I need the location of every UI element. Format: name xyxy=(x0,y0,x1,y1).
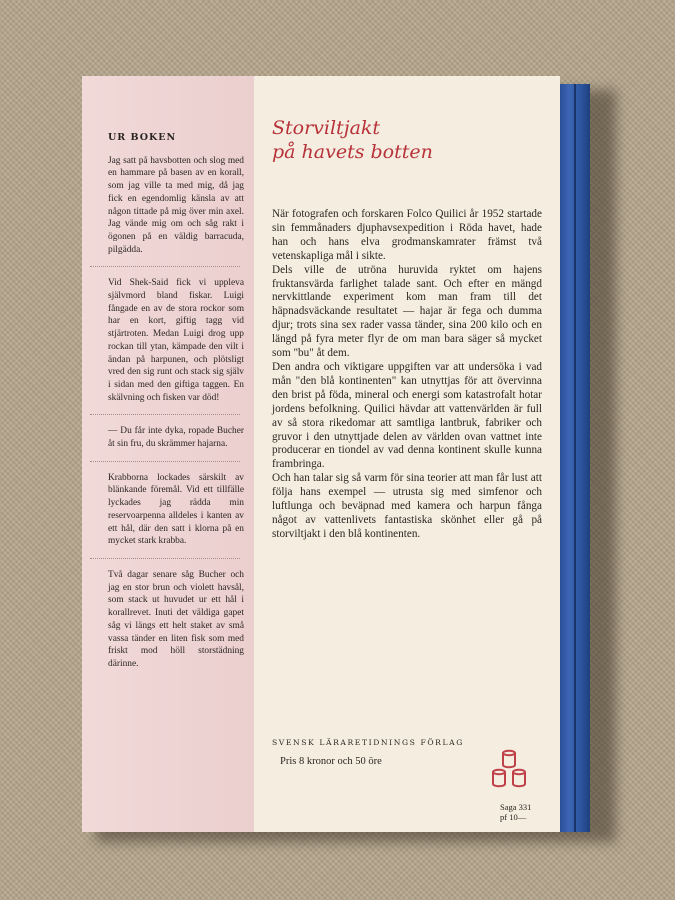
excerpt: — Du får inte dyka, ropade Bucher åt sin fru, du skrämmer hajarna. xyxy=(108,426,244,450)
book-title-line: på havets botten xyxy=(272,141,433,163)
series-line: pf 10— xyxy=(500,812,527,822)
book-title-line: Storviltjakt xyxy=(272,117,381,139)
excerpt-divider xyxy=(90,558,240,559)
book-back-cover xyxy=(82,76,590,832)
blurb-paragraph: Dels ville de utröna huruvida ryktet om hajens fruktansvärda farlighet talade sant. Och efter en mängd nervkittlande experiment kom man fram till det häpnadsväckande resultatet — hajar är fega och dumma djur; trots sina sex rader vassa tänder, sina 200 kilo och en längd på fyra meter flyr de om man bara säger så mycket som "bu" åt dem. xyxy=(272,263,542,360)
series-info xyxy=(500,802,556,822)
excerpt: Två dagar senare såg Bucher och jag en stor brun och violett havsål, som stack ut huvudet ur ett hål i korallrevet. Inuti det väldiga gapet såg vi längs ett helt staket av små vassa tänder en liten fisk som med friskt mod höll storstädning därinne. xyxy=(108,569,244,669)
blurb xyxy=(272,208,542,542)
excerpt: Krabborna lockades särskilt av blänkande föremål. Vid ett tillfälle lyckades jag rädda min reservoarpenna alldeles i kanten av ett hål, där den satt i klorna på en mycket stark krabba. xyxy=(108,472,244,547)
three-cups-logo-icon xyxy=(486,748,532,794)
excerpt-divider xyxy=(90,266,240,267)
publisher-name: SVENSK LÄRARETIDNINGS FÖRLAG xyxy=(272,738,464,747)
blurb-paragraph: När fotografen och forskaren Folco Quilici år 1952 startade sin femmånaders djuphavsexpedition i Röda havet, hade han och hans elva grodmanskamrater främst två vetenskapliga mål i sikte. xyxy=(272,208,542,262)
excerpt: Jag satt på havsbotten och slog med en hammare på basen av en korall, som jag ville ta med mig, då jag fick en egendomlig känsla av att någon tittade på mig över min axel. Jag vände mig om och såg rakt i ögonen på en väldig barracuda, pilgädda. xyxy=(108,155,244,255)
blurb-paragraph: Den andra och viktigare uppgiften var att undersöka i vad mån "den blå kontinenten" kan utnyttjas för att övervinna den brist på föda, mineral och energi som katastrofalt hotar jordens befolkning. Quilici hävdar att vattenvärlden är full av så stora rikedomar att samtliga lantbruk, fabriker och gruvor i den utnyttjade delen av världen ovan vattnet inte producerar en tiondel av vad denna kontinent skulle kunna frambringa. xyxy=(272,360,542,471)
series-line: Saga 331 xyxy=(500,802,532,812)
excerpt-divider xyxy=(90,414,240,415)
book-title xyxy=(272,116,532,164)
sidebar-excerpts xyxy=(108,132,244,671)
book-spine xyxy=(560,84,590,832)
excerpt-divider xyxy=(90,461,240,462)
blurb-paragraph: Och han talar sig så varm för sina teorier att man får lust att följa hans exempel — utrusta sig med simfenor och luftlunga och beväpnad med kamera och harpun fånga något av vattenlivets fantastiska skönhet eller gå på storviltjakt i den blå kontinenten. xyxy=(272,472,542,540)
sidebar-heading: UR BOKEN xyxy=(108,132,177,143)
excerpt: Vid Shek-Said fick vi uppleva självmord bland fiskar. Luigi fångade en av de stora rockor som har en kort, giftig tagg vid stjärtroten. Medan Luigi drog upp rockan till ytan, kämpade den vilt i ändan på harpunen, och plötsligt vred den sig runt och stack sig själv i sidan med den giftiga taggen. En skälvning och fisken var död! xyxy=(108,278,244,403)
price-label: Pris 8 kronor och 50 öre xyxy=(280,756,382,767)
